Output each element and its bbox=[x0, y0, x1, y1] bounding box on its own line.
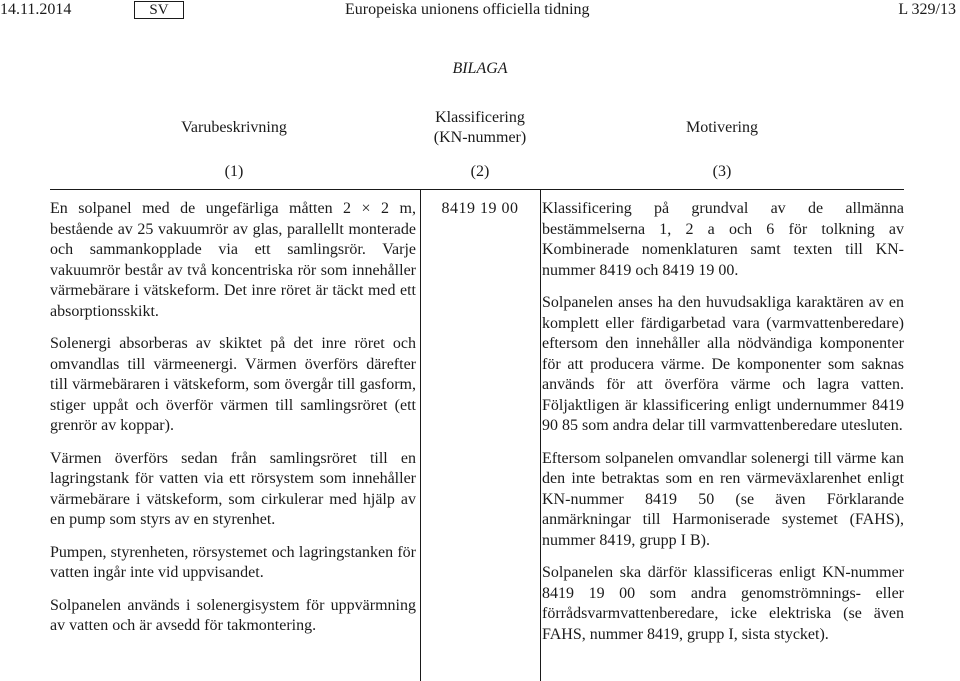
annex-title: BILAGA bbox=[452, 60, 508, 77]
column-number-1: (1) bbox=[224, 163, 244, 180]
column-header-justification: Motivering bbox=[686, 119, 758, 136]
column-divider-1 bbox=[420, 189, 421, 681]
description-paragraph-5: Solpanelen används i solenergisystem för uppvärmning av vatten och är avsedd för takmontering. bbox=[50, 596, 416, 634]
column-header-description: Varubeskrivning bbox=[181, 119, 287, 136]
column-number-2: (2) bbox=[470, 163, 490, 180]
table-header-rule bbox=[50, 189, 904, 190]
column-number-3: (3) bbox=[712, 163, 732, 180]
classification-column bbox=[420, 199, 540, 220]
description-paragraph-4: Pumpen, styrenheten, rörsystemet och lagringstanken för vatten ingår inte vid uppvisandet. bbox=[50, 543, 416, 581]
description-paragraph-2: Solenergi absorberas av skiktet på det inre röret och omvandlas till värmeenergi. Värmen överförs därefter till värmebäraren i vätskeform, som övergår till gasform, stiger uppåt och överför värmen till samlingsröret (ett grenrör av koppar). bbox=[50, 335, 416, 434]
justification-column bbox=[542, 199, 904, 657]
journal-title: Europeiska unionens officiella tidning bbox=[345, 1, 590, 18]
description-paragraph-1: En solpanel med de ungefärliga måtten 2 × 2 m, bestående av 25 vakuumrör av glas, parallellt monterade och sammankopplade via ett samlingsrör. Varje vakuumrör består av två koncentriska rör som innehåller värmebärare i vätskeform. Det inre röret är täckt med ett absorptionsskikt. bbox=[50, 200, 416, 320]
justification-paragraph-1: Klassificering på grundval av de allmänna bestämmelserna 1, 2 a och 6 för tolkning av Kombinerade nomenklaturen samt texten till KN-nummer 8419 och 8419 19 00. bbox=[542, 200, 904, 279]
column-header-classification: Klassificering (KN-nummer) bbox=[433, 109, 527, 146]
column-divider-2 bbox=[540, 189, 541, 681]
justification-paragraph-4: Solpanelen ska därför klassificeras enligt KN-nummer 8419 19 00 som andra genomströmnings- eller förrådsvarmvattenberedare, icke elektriska (se även FAHS, nummer 8419, grupp I, sista stycket). bbox=[542, 564, 904, 643]
justification-paragraph-2: Solpanelen anses ha den huvudsakliga karaktären av en komplett eller färdigarbetad vara (varmvattenberedare) eftersom den innehåller alla nödvändiga komponenter för att producera värme. De komponenter som saknas används för att överföra värme och lagra vatten. Följaktligen är klassificering enligt undernummer 8419 90 85 som andra delar till varmvattenberedare utesluten. bbox=[542, 294, 904, 434]
justification-paragraph-3: Eftersom solpanelen omvandlar solenergi till värme kan den inte betraktas som en ren värmeväxlarenhet enligt KN-nummer 8419 50 (se även Förklarande anmärkningar till Harmoniserade systemet (FAHS), nummer 8419, grupp I B). bbox=[542, 449, 904, 549]
publication-date: 14.11.2014 bbox=[0, 1, 72, 18]
language-badge: SV bbox=[134, 1, 184, 19]
description-column bbox=[50, 199, 416, 649]
page-reference: L 329/13 bbox=[898, 1, 956, 18]
description-paragraph-3: Värmen överförs sedan från samlingsröret till en lagringstank för vatten via ett rörsystem som innehåller värmebärare i vätskeform, som cirkulerar med hjälp av en pump som styrs av en styrenhet. bbox=[50, 449, 416, 528]
cn-code: 8419 19 00 bbox=[441, 200, 519, 217]
page-header bbox=[0, 0, 960, 20]
